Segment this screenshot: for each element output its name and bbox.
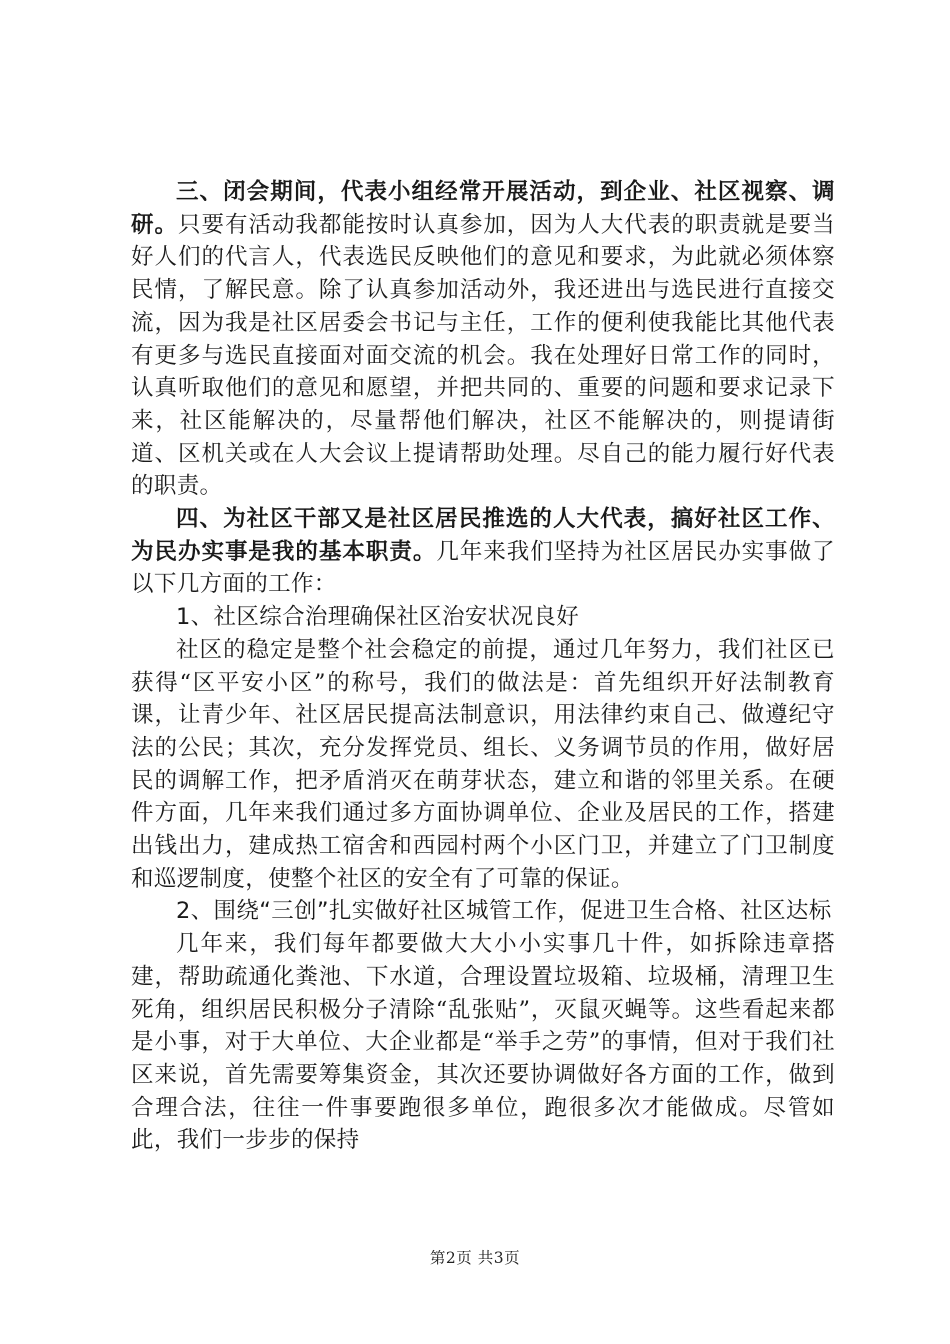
subheading-security: 1、社区综合治理确保社区治安状况良好 [176, 604, 580, 631]
paragraph-closing-session [131, 176, 835, 503]
subheading-city-management: 2、围绕“三创”扎实做好社区城管工作，促进卫生合格、社区达标 [176, 898, 832, 925]
document-body [131, 176, 835, 1157]
paragraph-community-duty [131, 503, 835, 601]
paragraph-text: 只要有活动我都能按时认真参加，因为人大代表的职责就是要当好人们的代言人，代表选民反映他们的意见和要求，为此就必须体察民情，了解民意。除了认真参加活动外，我还进出与选民进行直接交流，因为我是社区居委会书记与主任，工作的便利使我能比其他代表有更多与选民直接面对面交流的机会。我在处理好日常工作的同时，认真听取他们的意见和愿望，并把共同的、重要的问题和要求记录下来，社区能解决的，尽量帮他们解决，社区不能解决的，则提请街道、区机关或在人大会议上提请帮助处理。尽自己的能力履行好代表的职责。 [131, 211, 835, 500]
paragraph-lead: 三、闭会期间，代表小组经常开展活动，到企业、社区视察、调研。 [131, 179, 835, 238]
paragraph-city-management: 几年来，我们每年都要做大大小小实事几十件，如拆除违章搭建，帮助疏通化粪池、下水道，合理设置垃圾箱、垃圾桶，清理卫生死角，组织居民积极分子清除“乱张贴”，灭鼠灭蝇等。这些看起来都是小事，对于大单位、大企业都是“举手之劳”的事情，但对于我们社区来说，首先需要筹集资金，其次还要协调做好各方面的工作，做到合理合法，往往一件事要跑很多单位，跑很多次才能做成。尽管如此，我们一步步的保持 [131, 931, 835, 1154]
paragraph-security: 社区的稳定是整个社会稳定的前提，通过几年努力，我们社区已获得“区平安小区”的称号，我们的做法是：首先组织开好法制教育课，让青少年、社区居民提高法制意识，用法律约束自己、做遵纪守法的公民；其次，充分发挥党员、组长、义务调节员的作用，做好居民的调解工作，把矛盾消灭在萌芽状态，建立和谐的邻里关系。在硬件方面，几年来我们通过多方面协调单位、企业及居民的工作，搭建出钱出力，建成热工宿舍和西园村两个小区门卫，并建立了门卫制度和巡逻制度，使整个社区的安全有了可靠的保证。 [131, 636, 835, 892]
paragraph-lead: 四、为社区干部又是社区居民推选的人大代表，搞好社区工作、为民办实事是我的基本职责。 [131, 506, 835, 565]
page-number-footer: 第2页 共3页 [429, 1249, 521, 1267]
paragraph-text: 几年来我们坚持为社区居民办实事做了以下几方面的工作： [131, 538, 835, 598]
